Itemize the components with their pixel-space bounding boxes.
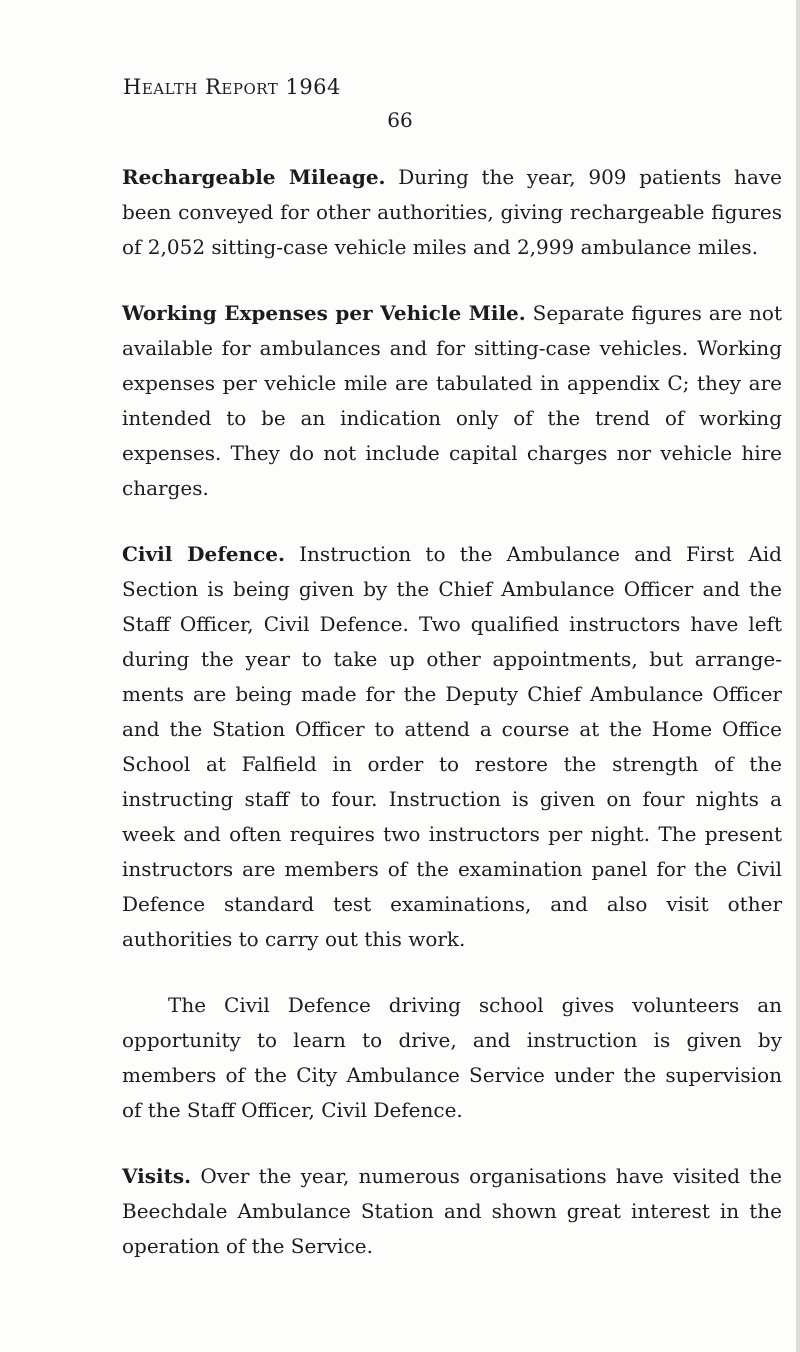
section-heading-working-expenses: Working Expenses per Vehicle Mile. <box>122 301 526 325</box>
paragraph-text: The Civil Defence driving school gives volunteers an opportunity to learn to drive, and instruction is given by members of the City Ambulance Service under the supervision of the Staff Officer, Civil Defence. <box>122 993 782 1122</box>
section-heading-rechargeable-mileage: Rechargeable Mileage. <box>122 165 386 189</box>
paragraph-visits <box>122 1159 782 1264</box>
running-title: Health Report 1964 <box>123 75 341 99</box>
body-text <box>122 160 782 1295</box>
paragraph-rechargeable-mileage <box>122 160 782 265</box>
paragraph-text: Separate figures are not available for ambulances and for sitting-case vehicles. Working expenses per vehicle mile are tabulated in appendix C; they are intended to be an indication only of the trend of working expenses. They do not include capital charges nor vehicle hire charges. <box>122 301 782 500</box>
section-heading-visits: Visits. <box>122 1164 192 1188</box>
paragraph-text: Over the year, numerous organisations have visited the Beechdale Ambulance Station and shown great interest in the operation of the Service. <box>122 1164 782 1258</box>
paragraph-driving-school <box>122 988 782 1128</box>
paragraph-working-expenses <box>122 296 782 506</box>
section-heading-civil-defence: Civil Defence. <box>122 542 285 566</box>
page-edge-shadow <box>796 0 800 1352</box>
paragraph-text: During the year, 909 patients have been conveyed for other authorities, giving rechargeable figures of 2,052 sitting-case vehicle miles and 2,999 ambulance miles. <box>122 165 782 259</box>
paragraph-text: Instruction to the Ambulance and First Aid Section is being given by the Chief Ambulance Officer and the Staff Officer, Civil Defence. Two qualified instructors have left during the year to take up other appointments, but arrange- ments are being made for the Deputy Chief Ambulance Officer and the Station Officer to attend a course at the Home Office School at Falfield in order to restore the strength of the instructing staff to four. Instruction is given on four nights a week and often requires two instructors per night. The present instructors are members of the examination panel for the Civil Defence standard test examinations, and also visit other authorities to carry out this work. <box>122 542 782 951</box>
paragraph-civil-defence <box>122 537 782 957</box>
page-number: 66 <box>387 108 413 132</box>
